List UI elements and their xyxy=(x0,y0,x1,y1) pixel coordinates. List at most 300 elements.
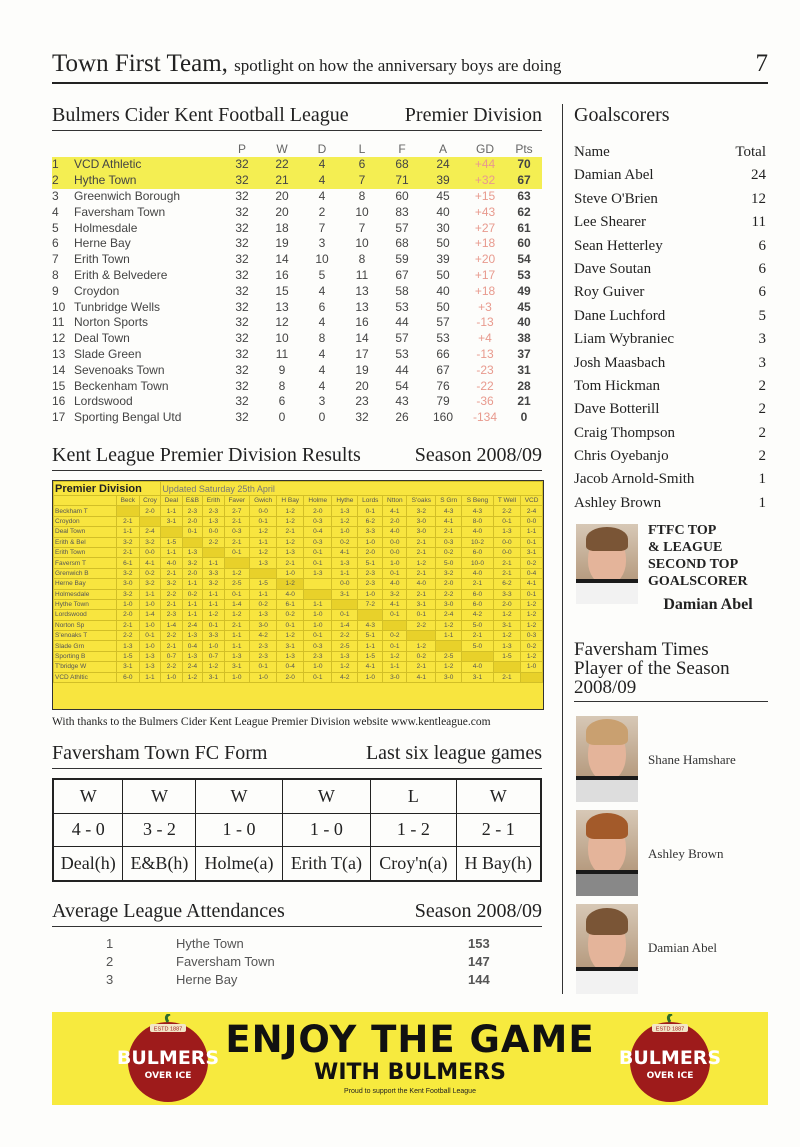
results-cell: 2-1 xyxy=(407,547,436,557)
league-cell-d: 10 xyxy=(315,252,329,267)
results-cell: 3-0 xyxy=(436,672,462,682)
league-cell-f: 71 xyxy=(382,173,422,189)
goalscorer-total: 6 xyxy=(758,284,766,301)
results-cell: 4-1 xyxy=(436,516,462,526)
results-cell xyxy=(182,537,203,547)
goalscorer-name: Jacob Arnold-Smith xyxy=(574,471,695,488)
results-cell: 10-2 xyxy=(462,537,494,547)
league-cell-team: Slade Green xyxy=(74,346,142,361)
results-cell: 2-2 xyxy=(161,631,182,641)
results-cell: 2-1 xyxy=(462,631,494,641)
results-cell: 1-2 xyxy=(277,506,304,516)
results-row-name: Croydon xyxy=(54,516,117,526)
results-row xyxy=(54,620,543,630)
results-cell: 1-5 xyxy=(493,651,520,661)
league-col-header: W xyxy=(276,142,288,156)
league-cell-d: 2 xyxy=(318,204,326,219)
bulmers-banner xyxy=(52,1012,768,1105)
results-cell: 2-5 xyxy=(224,579,249,589)
league-cell-pts: 70 xyxy=(506,157,542,173)
results-cell: 2-1 xyxy=(161,599,182,609)
results-cell: 1-2 xyxy=(436,662,462,672)
results-cell: 3-0 xyxy=(407,516,436,526)
league-cell-l: 8 xyxy=(358,188,366,203)
goalscorer-name: Dave Botterill xyxy=(574,401,660,418)
goalscorer-name: Damian Abel xyxy=(574,167,654,184)
results-cell: 2-0 xyxy=(358,547,383,557)
league-cell-p: 32 xyxy=(235,410,249,425)
results-cell: 1-1 xyxy=(139,672,161,682)
results-cell xyxy=(521,672,543,682)
column-divider xyxy=(562,104,563,994)
league-cell-gd: +43 xyxy=(474,204,496,219)
results-row xyxy=(54,537,543,547)
league-cell-pos: 13 xyxy=(52,346,66,361)
results-cell: 1-3 xyxy=(249,610,276,620)
results-cell: 2-1 xyxy=(161,568,182,578)
results-cell: 2-5 xyxy=(436,651,462,661)
results-cell: 1-0 xyxy=(304,620,332,630)
league-cell-p: 32 xyxy=(222,157,262,173)
league-col-header: D xyxy=(317,142,327,156)
results-cell: 2-1 xyxy=(493,558,520,568)
results-cell: 2-0 xyxy=(304,506,332,516)
results-season: Season 2008/09 xyxy=(414,444,542,466)
results-cell: 0-2 xyxy=(436,547,462,557)
results-cell: 2-1 xyxy=(407,537,436,547)
results-cell: 0-1 xyxy=(493,516,520,526)
league-cell-d: 5 xyxy=(318,267,326,282)
results-cell: 6-2 xyxy=(358,516,383,526)
league-cell-pos: 14 xyxy=(52,362,66,377)
results-cell: 2-0 xyxy=(436,579,462,589)
league-row xyxy=(52,362,542,378)
league-cell-a: 66 xyxy=(436,346,450,361)
league-cell-l: 23 xyxy=(355,394,369,409)
results-updated: Updated Saturday 25th April xyxy=(161,482,543,496)
results-row xyxy=(54,516,543,526)
attendance-heading xyxy=(52,900,542,927)
results-cell xyxy=(117,506,140,516)
results-cell: 4-0 xyxy=(462,568,494,578)
league-cell-gd: +27 xyxy=(474,220,496,235)
results-cell: 1-2 xyxy=(407,558,436,568)
goalscorer-total: 12 xyxy=(751,190,766,207)
results-cell: 1-3 xyxy=(139,651,161,661)
results-cell: 4-0 xyxy=(161,558,182,568)
results-title: Kent League Premier Division Results xyxy=(52,444,361,466)
results-cell: 0-2 xyxy=(383,631,407,641)
league-cell-w: 22 xyxy=(262,157,302,173)
league-cell-f: 53 xyxy=(395,346,409,361)
results-cell: 1-2 xyxy=(224,568,249,578)
league-cell-a: 76 xyxy=(436,378,450,393)
results-cell: 3-3 xyxy=(203,631,224,641)
results-cell: 1-4 xyxy=(139,610,161,620)
goalscorer-total: 11 xyxy=(751,214,766,231)
results-row xyxy=(54,672,543,682)
results-col-header-row xyxy=(54,496,543,506)
results-cell: 1-1 xyxy=(182,599,203,609)
results-cell: 4-2 xyxy=(249,631,276,641)
league-cell-team: Herne Bay xyxy=(74,236,131,251)
results-cell: 1-1 xyxy=(521,527,543,537)
results-cell: 5-1 xyxy=(358,631,383,641)
results-cell: 1-1 xyxy=(436,631,462,641)
results-cell: 4-1 xyxy=(383,506,407,516)
league-cell-l: 7 xyxy=(358,220,366,235)
league-cell-d: 4 xyxy=(302,157,342,173)
goalscorer-row xyxy=(574,448,768,471)
league-heading xyxy=(52,104,542,131)
league-cell-gd: +18 xyxy=(474,236,496,251)
goalscorer-name: Lee Shearer xyxy=(574,214,647,231)
league-cell-l: 17 xyxy=(355,346,369,361)
results-cell: 1-0 xyxy=(358,589,383,599)
results-cell: 3-0 xyxy=(249,620,276,630)
results-row-name: S'enoaks T xyxy=(54,631,117,641)
results-grid xyxy=(52,480,544,710)
results-cell: 1-0 xyxy=(358,672,383,682)
league-cell-pts: 67 xyxy=(506,173,542,189)
attendance-rank: 2 xyxy=(106,954,114,969)
league-cell-w: 0 xyxy=(278,410,286,425)
results-row-name: Norton Sp xyxy=(54,620,117,630)
league-cell-pts: 37 xyxy=(517,346,531,361)
league-cell-team: Greenwich Borough xyxy=(74,188,181,203)
league-row xyxy=(52,252,542,268)
form-opponents-row xyxy=(53,847,541,881)
results-cell: 1-2 xyxy=(203,610,224,620)
league-cell-l: 8 xyxy=(358,252,366,267)
results-cell: 2-1 xyxy=(407,662,436,672)
results-cell: 1-2 xyxy=(493,610,520,620)
league-cell-a: 40 xyxy=(436,283,450,298)
results-cell: 1-1 xyxy=(203,589,224,599)
league-cell-f: 53 xyxy=(395,299,409,314)
results-cell: 4-2 xyxy=(332,672,358,682)
results-row-name: Sporting B xyxy=(54,651,117,661)
results-cell: 1-0 xyxy=(139,641,161,651)
results-cell: 3-1 xyxy=(521,547,543,557)
league-cell-l: 13 xyxy=(355,299,369,314)
form-score: 4 - 0 xyxy=(53,813,123,847)
results-cell: 5-1 xyxy=(358,558,383,568)
league-cell-pos: 16 xyxy=(52,394,66,409)
league-row xyxy=(52,157,542,173)
league-cell-p: 32 xyxy=(235,394,249,409)
league-cell-pos: 2 xyxy=(52,173,74,189)
results-cell xyxy=(332,599,358,609)
pos-title-line: Faversham Times xyxy=(574,639,709,660)
results-cell: 1-2 xyxy=(521,620,543,630)
goalscorer-name: Ashley Brown xyxy=(574,494,662,511)
award-line: FTFC TOP xyxy=(648,523,717,538)
results-cell: 4-1 xyxy=(332,547,358,557)
banner-tagline: Proud to support the Kent Football League xyxy=(344,1088,476,1095)
results-cell: 4-0 xyxy=(462,527,494,537)
results-cell: 1-3 xyxy=(332,651,358,661)
results-cell: 1-0 xyxy=(358,537,383,547)
form-opponent: Deal(h) xyxy=(53,847,123,881)
results-cell: 1-2 xyxy=(521,599,543,609)
league-cell-f: 58 xyxy=(395,283,409,298)
form-results-row xyxy=(53,779,541,813)
results-cell: 2-2 xyxy=(332,631,358,641)
league-row xyxy=(52,220,542,236)
league-cell-p: 32 xyxy=(235,346,249,361)
results-cell: 2-2 xyxy=(161,662,182,672)
results-cell: 4-0 xyxy=(407,579,436,589)
league-cell-d: 4 xyxy=(302,173,342,189)
results-cell: 2-1 xyxy=(493,672,520,682)
league-cell-d: 0 xyxy=(318,410,326,425)
league-cell-team: Faversham Town xyxy=(74,204,166,219)
goalscorers-col-total: Total xyxy=(735,144,766,160)
goalscorer-row xyxy=(574,167,768,190)
league-cell-w: 9 xyxy=(278,362,286,377)
results-cell: 0-7 xyxy=(161,651,182,661)
attendance-rank: 1 xyxy=(106,936,114,951)
results-cell: 1-0 xyxy=(139,599,161,609)
results-cell: 0-2 xyxy=(277,610,304,620)
league-cell-gd: +17 xyxy=(474,267,496,282)
results-cell: 3-1 xyxy=(277,641,304,651)
league-cell-pts: 53 xyxy=(517,267,531,282)
form-result: W xyxy=(282,779,371,813)
league-cell-d: 6 xyxy=(318,299,326,314)
results-cell: 0-1 xyxy=(521,537,543,547)
league-cell-f: 44 xyxy=(395,315,409,330)
player-name: Shane Hamshare xyxy=(648,752,736,767)
results-cell: 0-3 xyxy=(521,631,543,641)
league-row xyxy=(52,315,542,331)
results-cell: 0-1 xyxy=(304,631,332,641)
league-cell-team: Sevenoaks Town xyxy=(74,362,165,377)
results-cell: 3-3 xyxy=(358,527,383,537)
goalscorer-total: 2 xyxy=(758,377,766,394)
results-cell: 1-1 xyxy=(161,547,182,557)
league-cell-pos: 8 xyxy=(52,267,59,282)
league-row xyxy=(52,236,542,252)
results-cell: 2-0 xyxy=(139,506,161,516)
results-cell: 4-0 xyxy=(277,589,304,599)
results-heading xyxy=(52,444,542,471)
results-cell: 0-3 xyxy=(304,516,332,526)
league-cell-f: 83 xyxy=(395,204,409,219)
goalscorer-row xyxy=(574,331,768,354)
results-cell: 0-1 xyxy=(224,547,249,557)
results-row-name: Herne Bay xyxy=(54,579,117,589)
results-cell: 2-1 xyxy=(407,589,436,599)
results-cell: 1-3 xyxy=(182,651,203,661)
league-header-row xyxy=(52,141,542,157)
league-cell-w: 6 xyxy=(278,394,286,409)
results-cell: 2-2 xyxy=(203,537,224,547)
league-cell-pos: 15 xyxy=(52,378,66,393)
form-result: W xyxy=(196,779,282,813)
results-cell: 0-1 xyxy=(521,589,543,599)
league-cell-gd: +3 xyxy=(478,299,492,314)
league-cell-l: 10 xyxy=(355,204,369,219)
results-cell: 3-1 xyxy=(493,620,520,630)
page-title: Town First Team, xyxy=(52,50,228,77)
results-cell: 2-5 xyxy=(332,641,358,651)
results-cell: 3-2 xyxy=(407,506,436,516)
results-cell: 2-0 xyxy=(383,516,407,526)
results-cell: 6-1 xyxy=(117,558,140,568)
league-cell-a: 39 xyxy=(436,252,450,267)
goalscorer-name: Craig Thompson xyxy=(574,424,675,441)
results-cell: 2-4 xyxy=(139,527,161,537)
results-corner xyxy=(54,496,117,506)
results-cell: 2-2 xyxy=(161,589,182,599)
results-cell: 0-1 xyxy=(224,589,249,599)
league-cell-w: 12 xyxy=(275,315,289,330)
results-cell: 3-1 xyxy=(161,516,182,526)
results-cell: 6-0 xyxy=(462,547,494,557)
attendance-list xyxy=(52,936,542,990)
results-cell: 2-3 xyxy=(161,610,182,620)
results-row xyxy=(54,579,543,589)
results-cell: 1-1 xyxy=(182,579,203,589)
results-cell xyxy=(224,558,249,568)
league-row xyxy=(52,331,542,347)
results-cell: 4-3 xyxy=(462,506,494,516)
attendance-rank: 3 xyxy=(106,972,114,987)
league-cell-pos: 5 xyxy=(52,220,59,235)
results-cell: 1-3 xyxy=(277,547,304,557)
results-cell: 2-0 xyxy=(117,610,140,620)
goalscorers-title: Goalscorers xyxy=(574,104,670,126)
results-cell: 3-1 xyxy=(407,599,436,609)
league-cell-team: Holmesdale xyxy=(74,220,138,235)
league-cell-pos: 11 xyxy=(52,315,65,330)
league-cell-l: 6 xyxy=(342,157,382,173)
league-col-header: P xyxy=(237,142,246,156)
results-cell: 1-2 xyxy=(203,662,224,672)
results-cell: 8-0 xyxy=(462,516,494,526)
league-col-header: F xyxy=(398,142,406,156)
league-cell-team: Hythe Town xyxy=(74,173,222,189)
league-cell-w: 14 xyxy=(275,252,289,267)
results-cell: 6-0 xyxy=(462,589,494,599)
goalscorer-row xyxy=(574,214,768,237)
league-row xyxy=(52,378,542,394)
league-cell-f: 43 xyxy=(395,394,409,409)
league-cell-f: 57 xyxy=(395,331,409,346)
attendance-team: Faversham Town xyxy=(176,954,275,969)
pos-heading xyxy=(574,640,768,702)
goalscorer-row xyxy=(574,471,768,494)
results-cell: 1-3 xyxy=(249,558,276,568)
results-row xyxy=(54,527,543,537)
league-cell-team: Beckenham Town xyxy=(74,378,169,393)
form-table xyxy=(52,778,542,882)
results-cell: 2-1 xyxy=(462,579,494,589)
form-score: 3 - 2 xyxy=(123,813,196,847)
goalscorer-total: 3 xyxy=(758,331,766,348)
goalscorer-row xyxy=(574,191,768,214)
results-cell xyxy=(304,589,332,599)
league-cell-a: 24 xyxy=(422,157,464,173)
results-cell: 4-0 xyxy=(383,579,407,589)
results-col-header: H Bay xyxy=(277,496,304,506)
results-row-name: T'bridge W xyxy=(54,662,117,672)
league-cell-d: 4 xyxy=(318,315,326,330)
results-cell: 0-3 xyxy=(436,537,462,547)
results-cell: 3-0 xyxy=(383,672,407,682)
results-row-name: VCD Athltic xyxy=(54,672,117,682)
league-cell-team: Erith Town xyxy=(74,252,130,267)
league-row xyxy=(52,299,542,315)
results-cell: 0-4 xyxy=(277,662,304,672)
logo-sub: OVER ICE xyxy=(144,1071,192,1081)
attendance-value: 153 xyxy=(468,936,490,951)
league-cell-w: 20 xyxy=(275,188,289,203)
league-cell-pos: 4 xyxy=(52,204,59,219)
results-row xyxy=(54,589,543,599)
league-cell-a: 50 xyxy=(436,267,450,282)
results-cell: 1-2 xyxy=(383,651,407,661)
results-cell xyxy=(249,568,276,578)
results-cell xyxy=(407,631,436,641)
results-cell: 0-1 xyxy=(304,558,332,568)
league-cell-gd: -36 xyxy=(476,394,494,409)
results-cell: 1-2 xyxy=(277,516,304,526)
league-cell-pos: 1 xyxy=(52,157,74,173)
results-cell: 0-1 xyxy=(383,568,407,578)
results-row xyxy=(54,610,543,620)
results-cell: 1-2 xyxy=(277,631,304,641)
league-cell-w: 15 xyxy=(275,283,289,298)
attendance-row xyxy=(52,936,542,954)
league-cell-team: Norton Sports xyxy=(74,315,149,330)
goalscorers-col-name: Name xyxy=(574,144,610,160)
results-cell: 3-0 xyxy=(407,527,436,537)
league-cell-a: 50 xyxy=(436,236,450,251)
player-photo xyxy=(576,716,638,802)
results-cell: 3-2 xyxy=(139,579,161,589)
league-col-header: Pts xyxy=(515,142,533,156)
results-cell: 1-1 xyxy=(139,589,161,599)
goalscorer-total: 1 xyxy=(758,471,766,488)
results-row-name: Grenwich B xyxy=(54,568,117,578)
results-cell: 1-3 xyxy=(332,506,358,516)
results-row-name: Erith & Bel xyxy=(54,537,117,547)
results-row xyxy=(54,568,543,578)
results-col-header: Holme xyxy=(304,496,332,506)
results-cell: 2-2 xyxy=(407,620,436,630)
results-cell: 0-0 xyxy=(139,547,161,557)
league-cell-pts: 60 xyxy=(517,236,531,251)
results-cell: 2-3 xyxy=(249,641,276,651)
player-photo xyxy=(576,904,638,994)
logo-sub: OVER ICE xyxy=(646,1071,694,1081)
results-cell: 10-0 xyxy=(462,558,494,568)
league-cell-f: 68 xyxy=(395,236,409,251)
goalscorer-total: 2 xyxy=(758,424,766,441)
league-cell-d: 3 xyxy=(318,236,326,251)
league-cell-w: 11 xyxy=(275,346,289,361)
goalscorer-row xyxy=(574,495,768,518)
results-cell: 3-0 xyxy=(117,579,140,589)
goalscorers-header xyxy=(574,144,768,167)
results-grid-title: Premier Division xyxy=(54,482,161,496)
results-cell: 0-0 xyxy=(203,527,224,537)
league-division: Premier Division xyxy=(404,104,542,126)
league-cell-pts: 62 xyxy=(517,204,531,219)
